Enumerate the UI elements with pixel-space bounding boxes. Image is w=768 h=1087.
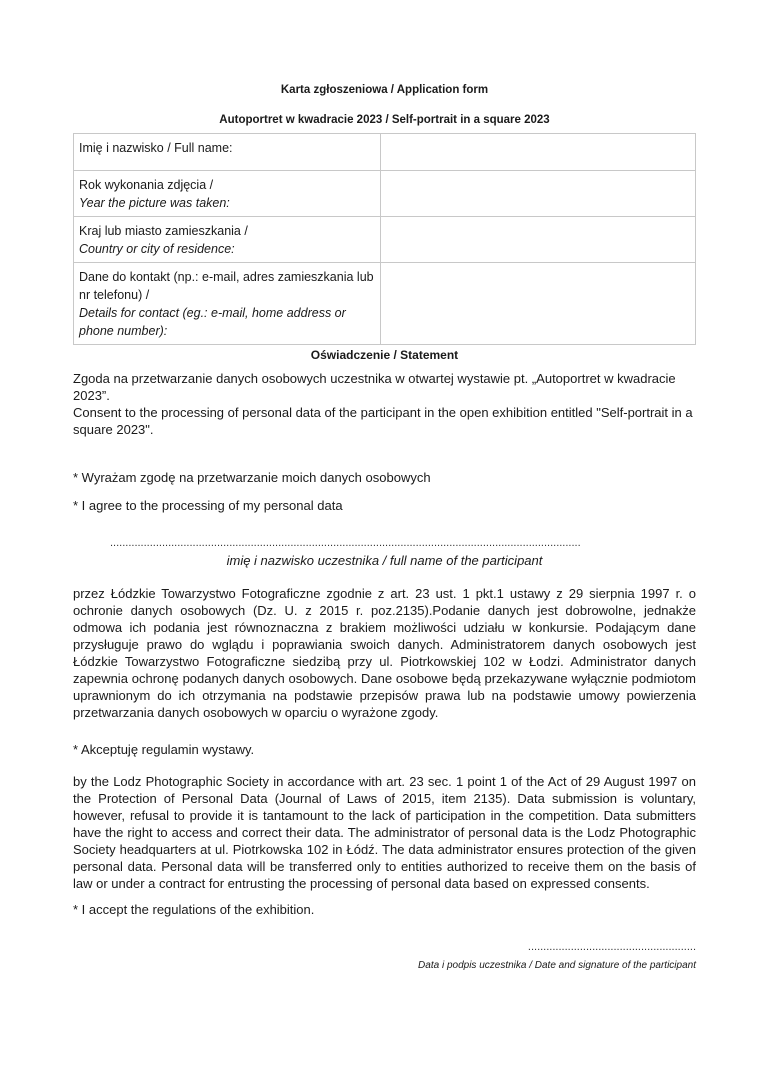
field-label-en: Year the picture was taken:	[79, 196, 230, 210]
table-row	[74, 134, 696, 171]
residence-input-cell[interactable]	[381, 217, 696, 263]
contact-input-cell[interactable]	[381, 263, 696, 345]
accept-regulations-en[interactable]: * I accept the regulations of the exhibition.	[73, 902, 315, 917]
agree-checkbox-pl[interactable]: * Wyrażam zgodę na przetwarzanie moich danych osobowych	[73, 470, 431, 485]
statement-title: Oświadczenie / Statement	[310, 348, 459, 362]
field-label-pl: Kraj lub miasto zamieszkania /	[79, 224, 248, 238]
field-label-pl: Rok wykonania zdjęcia /	[79, 178, 214, 192]
full-name-input-cell[interactable]	[381, 134, 696, 171]
signature-caption: Data i podpis uczestnika / Date and signature of the participant	[418, 960, 696, 971]
consent-en: Consent to the processing of personal data of the participant in the open exhibition entitled "Self-portrait in a square 2023".	[73, 405, 693, 437]
accept-regulations-pl[interactable]: * Akceptuję regulamin wystawy.	[73, 742, 255, 757]
field-label-contact	[74, 263, 381, 345]
field-label-en: Details for contact (eg.: e-mail, home address or phone number):	[79, 306, 346, 338]
data-processing-text-pl: przez Łódzkie Towarzystwo Fotograficzne zgodnie z art. 23 ust. 1 pkt.1 ustawy z 29 sierpnia 1997 r. o ochronie danych osobowych (Dz. U. z 2015 r. poz.2135).Podanie danych jest dobrowolne, jednakże odmowa ich podania jest równoznaczna z brakiem możliwości udziału w konkursie. Podającym dane przysługuje prawo do wglądu i poprawiania swoich danych. Administratorem danych osobowych jest Łódzkie Towarzystwo Fotograficzne siedzibą przy ul. Piotrkowskiej 102 w Łodzi. Administrator danych zapewnia ochronę podanych danych osobowych. Dane osobowe będą przekazywane wyłącznie podmiotom uprawnionym do ich otrzymania na podstawie przepisów prawa lub na podstawie umowy powierzenia przetwarzania danych osobowych w oparciu o wyrażone zgody.	[73, 586, 696, 720]
table-row	[74, 171, 696, 217]
field-label-year	[74, 171, 381, 217]
signature-line[interactable]: .......................................................	[527, 941, 696, 953]
consent-paragraph	[73, 370, 696, 438]
field-label-full-name	[74, 134, 381, 171]
agree-checkbox-en[interactable]: * I agree to the processing of my personal data	[73, 498, 343, 513]
field-label-en: Country or city of residence:	[79, 242, 235, 256]
form-title: Karta zgłoszeniowa / Application form	[280, 84, 489, 96]
field-label-pl: Imię i nazwisko / Full name:	[79, 141, 233, 155]
year-input-cell[interactable]	[381, 171, 696, 217]
participant-name-line[interactable]: ..........................................................................................................................................................	[110, 537, 581, 549]
participant-name-caption: imię i nazwisko uczestnika / full name of the participant	[226, 553, 543, 568]
data-processing-text-en: by the Lodz Photographic Society in accordance with art. 23 sec. 1 point 1 of the Act of 29 August 1997 on the Protection of Personal Data (Journal of Laws of 2015, item 2135). Data submission is voluntary, however, refusal to provide it is tantamount to the lack of participation in the competition. Data submitters have the right to access and correct their data. The administrator of personal data is the Lodz Photographic Society headquarters at ul. Piotrkowska 102 in Łódź. The data administrator ensures protection of the given personal data. Personal data will be transferred only to entities authorized to receive them on the basis of law or under a contract for entrusting the processing of personal data based on expressed consents.	[73, 774, 696, 891]
consent-pl: Zgoda na przetwarzanie danych osobowych uczestnika w otwartej wystawie pt. „Autoportret w kwadracie 2023”.	[73, 371, 676, 403]
form-subtitle: Autoportret w kwadracie 2023 / Self-portrait in a square 2023	[219, 114, 550, 126]
table-row	[74, 263, 696, 345]
field-label-residence	[74, 217, 381, 263]
applicant-details-table	[73, 133, 696, 345]
table-row	[74, 217, 696, 263]
field-label-pl: Dane do kontakt (np.: e-mail, adres zamieszkania lub nr telefonu) /	[79, 270, 374, 302]
